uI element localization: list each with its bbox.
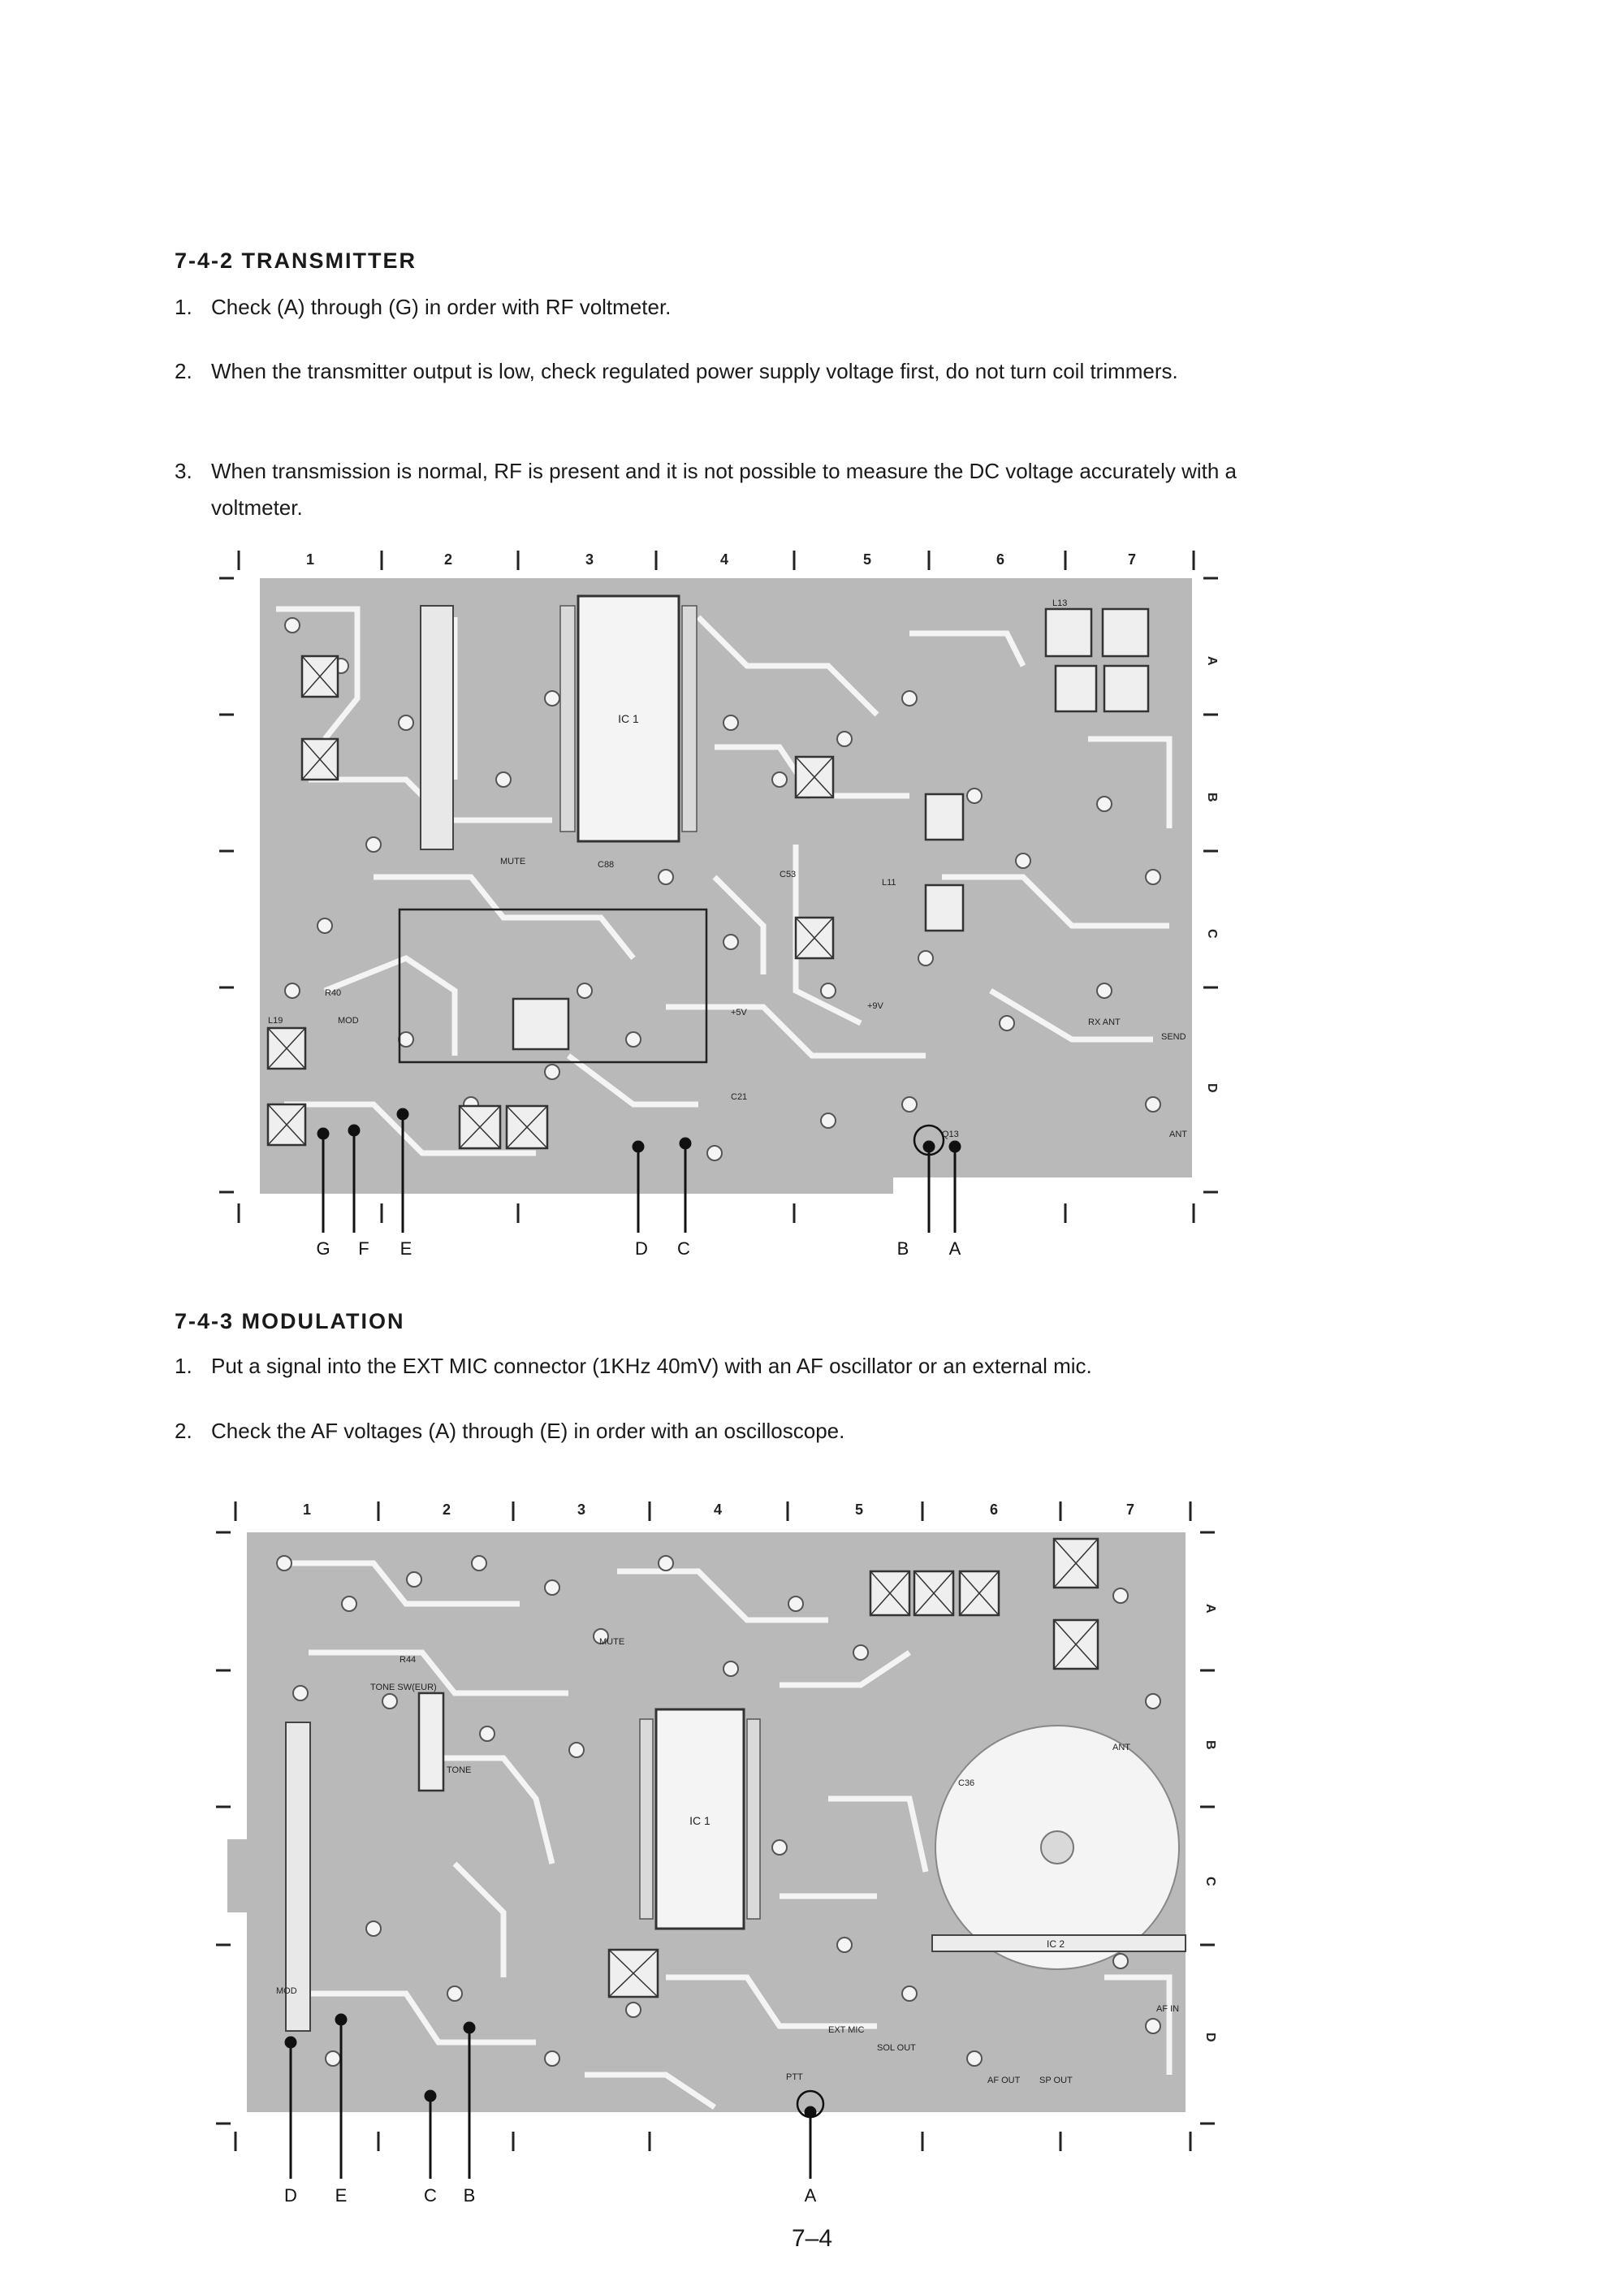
component-label: AF IN <box>1156 2004 1180 2014</box>
component-label: MOD <box>276 1986 297 1996</box>
component-label: +5V <box>731 1008 747 1018</box>
row-label: C <box>1205 929 1219 939</box>
component-label: Q13 <box>942 1130 959 1139</box>
component-label: R40 <box>325 988 342 998</box>
component-label: L19 <box>268 1016 283 1026</box>
row-labels <box>1205 656 1219 1093</box>
col-label: 7 <box>1125 1501 1135 1518</box>
row-label: D <box>1203 2033 1217 2042</box>
col-label: 4 <box>719 551 729 568</box>
test-point-label: D <box>284 2185 297 2205</box>
component-label: AF OUT <box>987 2076 1021 2085</box>
test-point-labels <box>316 1238 961 1259</box>
component-label: IC 1 <box>618 712 639 725</box>
test-point-label: F <box>358 1238 369 1259</box>
step-text: Put a signal into the EXT MIC connector (1KHz 40mV) with an AF oscillator or an external mic. <box>211 1354 1092 1378</box>
col-label: 7 <box>1127 551 1137 568</box>
component-label: ANT <box>1112 1743 1130 1752</box>
modulation-heading: 7-4-3 MODULATION <box>175 1309 405 1333</box>
component-label: SOL OUT <box>877 2043 916 2053</box>
component-label: MOD <box>338 1016 359 1026</box>
transmitter-heading: 7-4-2 TRANSMITTER <box>175 248 417 273</box>
component-label: C36 <box>958 1778 975 1788</box>
test-point-label: C <box>424 2185 437 2205</box>
component-label: MUTE <box>599 1637 625 1647</box>
step-text: Check the AF voltages (A) through (E) in order with an oscilloscope. <box>211 1419 845 1443</box>
page-number: 7–4 <box>791 2225 833 2252</box>
test-point-label: G <box>316 1238 330 1259</box>
component-label: SEND <box>1161 1032 1186 1042</box>
test-point-label: E <box>335 2185 348 2205</box>
col-label: 2 <box>442 1501 451 1518</box>
test-point-label: A <box>804 2185 817 2205</box>
transmitter-step-1 <box>175 289 1328 326</box>
col-label: 2 <box>443 551 453 568</box>
component-label: TONE <box>447 1765 472 1775</box>
test-point-label: C <box>677 1238 690 1259</box>
column-labels <box>306 551 1136 568</box>
component-label: IC 2 <box>1046 1938 1065 1950</box>
component-label: ANT <box>1169 1130 1187 1139</box>
component-label: C21 <box>731 1092 748 1102</box>
component-label: +9V <box>867 1001 883 1011</box>
test-point-label: B <box>896 1238 909 1259</box>
component-label: C88 <box>598 860 615 870</box>
step-text: When transmission is normal, RF is present and it is not possible to measure the DC voltage accurately with a voltmeter. <box>211 459 1237 520</box>
step-text: Check (A) through (G) in order with RF voltmeter. <box>211 295 672 319</box>
component-label: SP OUT <box>1039 2076 1073 2085</box>
row-label: D <box>1205 1083 1219 1093</box>
step-number: 3. <box>175 459 192 483</box>
col-label: 6 <box>996 551 1005 568</box>
col-label: 3 <box>585 551 594 568</box>
row-label: B <box>1205 793 1219 802</box>
test-point-label: A <box>948 1238 961 1259</box>
connector-strip <box>421 606 453 849</box>
row-label: A <box>1203 1604 1217 1614</box>
col-label: 1 <box>305 551 315 568</box>
transmitter-pcb-diagram <box>211 536 1234 1267</box>
row-label: A <box>1205 656 1219 666</box>
row-label: C <box>1203 1877 1217 1886</box>
component-label: IC 1 <box>689 1814 710 1827</box>
col-label: 1 <box>302 1501 312 1518</box>
component-label: TONE SW(EUR) <box>370 1683 437 1692</box>
component-label: L13 <box>1052 598 1068 608</box>
component-label: EXT MIC <box>828 2025 865 2035</box>
step-number: 2. <box>175 1419 192 1443</box>
test-point-label: B <box>463 2185 476 2205</box>
component-label: MUTE <box>500 857 526 866</box>
step-number: 1. <box>175 295 192 319</box>
connector-strip <box>286 1722 310 2031</box>
step-number: 2. <box>175 359 192 383</box>
transmitter-step-2 <box>175 353 1328 390</box>
component-label: PTT <box>786 2072 803 2082</box>
col-label: 3 <box>577 1501 586 1518</box>
step-number: 1. <box>175 1354 192 1378</box>
transmitter-step-3 <box>175 453 1328 526</box>
col-label: 4 <box>713 1501 723 1518</box>
component-label: L11 <box>882 878 896 888</box>
test-point-label: E <box>400 1238 412 1259</box>
component-label: C53 <box>780 870 797 879</box>
col-label: 6 <box>989 1501 999 1518</box>
component-label: R44 <box>400 1655 417 1665</box>
step-text: When the transmitter output is low, check regulated power supply voltage first, do not turn coil trimmers. <box>211 359 1178 383</box>
modulation-step-2 <box>175 1413 1328 1450</box>
test-point-label: D <box>635 1238 648 1259</box>
modulation-step-1 <box>175 1348 1328 1385</box>
component-label: RX ANT <box>1088 1018 1121 1027</box>
col-label: 5 <box>862 551 872 568</box>
modulation-pcb-diagram <box>211 1490 1234 2205</box>
row-label: B <box>1203 1740 1217 1750</box>
col-label: 5 <box>854 1501 864 1518</box>
